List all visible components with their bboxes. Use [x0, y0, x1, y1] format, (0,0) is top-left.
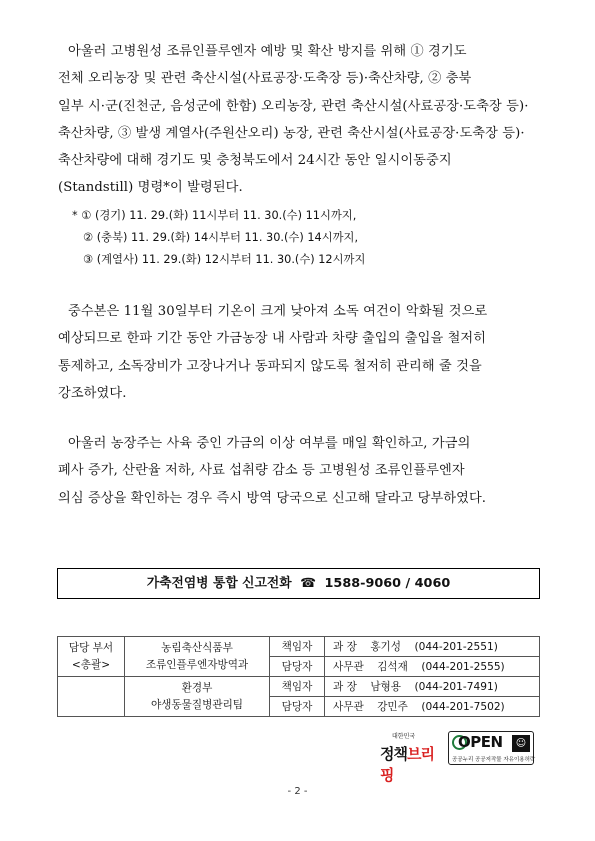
- role-cell: 담당자: [270, 697, 325, 717]
- person-name: 남형용: [370, 681, 402, 693]
- role-cell: 담당자: [270, 657, 325, 677]
- person-phone: (044-201-2555): [421, 661, 505, 673]
- text-line: 전체 오리농장 및 관련 축산시설(사료공장·도축장 등)·축산차량, ② 충북: [58, 71, 472, 87]
- person-phone: (044-201-7491): [414, 681, 498, 693]
- contact-table: [57, 636, 540, 717]
- person-name: 김석재: [377, 661, 408, 673]
- org-name: 환경부: [181, 681, 213, 694]
- person-cell: [325, 697, 540, 717]
- person-cell: [325, 637, 540, 657]
- role-cell: 책임자: [270, 637, 325, 657]
- text-line: 예상되므로 한파 기간 동안 가금농장 내 사람과 차량 출입의 출입을 철저히: [58, 331, 487, 347]
- text-line: 축산차량, ③ 발생 계열사(주원산오리) 농장, 관련 축산시설(사료공장·도축장 등)·: [58, 125, 525, 141]
- person-name: 홍기성: [370, 641, 402, 653]
- dept-empty-cell: [58, 677, 125, 717]
- person-cell: [325, 657, 540, 677]
- paragraph-farmer-request: [58, 430, 540, 512]
- attribution-icon: ☺: [512, 735, 530, 752]
- policy-briefing-logo: [378, 731, 446, 784]
- dept-label: 담당 부서: [68, 641, 114, 654]
- text-line: 아울러 농장주는 사육 중인 가금의 이상 여부를 매일 확인하고, 가금의: [68, 436, 471, 451]
- dept-sublabel: <총괄>: [71, 658, 111, 671]
- note-line: ③ (계열사) 11. 29.(화) 12시부터 11. 30.(수) 12시까지: [83, 253, 366, 266]
- text-line: 통제하고, 소독장비가 고장나거나 동파되지 않도록 철저히 관리해 줄 것을: [58, 358, 482, 374]
- person-title: 과 장: [333, 681, 357, 693]
- text-line: (Standstill) 명령*이 발령된다.: [58, 180, 243, 196]
- person-name: 강민주: [377, 701, 408, 713]
- person-cell: [325, 677, 540, 697]
- open-word: OPEN: [458, 733, 503, 751]
- org-division: 조류인플루엔자방역과: [145, 658, 249, 671]
- text-line: 중수본은 11월 30일부터 기온이 크게 낮아져 소독 여건이 악화될 것으로: [68, 304, 488, 319]
- logo-small-text: 대한민국: [392, 733, 416, 740]
- org-cell: [125, 637, 270, 677]
- hotline-box: [57, 568, 540, 599]
- person-phone: (044-201-7502): [421, 701, 505, 713]
- standstill-notes: [72, 205, 365, 271]
- phone-icon: ☎: [300, 576, 317, 591]
- note-line: ② (충북) 11. 29.(화) 14시부터 11. 30.(수) 14시까지,: [83, 231, 359, 244]
- note-line: * ① (경기) 11. 29.(화) 11시부터 11. 30.(수) 11시까지,: [72, 209, 357, 222]
- org-division: 야생동물질병관리팀: [150, 698, 244, 711]
- text-line: 축산차량에 대해 경기도 및 충청북도에서 24시간 동안 일시이동중지: [58, 153, 452, 169]
- org-cell: [125, 677, 270, 717]
- text-line: 폐사 증가, 산란율 저하, 사료 섭취량 감소 등 고병원성 조류인플루엔자: [58, 463, 465, 479]
- person-title: 사무관: [333, 701, 364, 713]
- open-tagline: 공공누리 공공저작물 자유이용허락: [452, 757, 536, 763]
- text-line: 의심 증상을 확인하는 경우 즉시 방역 당국으로 신고해 달라고 당부하였다.: [58, 490, 487, 506]
- role-cell: 책임자: [270, 677, 325, 697]
- org-name: 농림축산식품부: [161, 641, 233, 654]
- logo-main-text: 정책브리핑: [380, 745, 434, 784]
- kogl-open-logo: [448, 731, 534, 765]
- paragraph-cold-wave: [58, 298, 540, 407]
- hotline-label: 가축전염병 통합 신고전화: [146, 576, 292, 591]
- paragraph-standstill: [58, 38, 540, 202]
- page-number: - 2 -: [287, 786, 308, 797]
- text-line: 일부 시·군(진천군, 음성군에 한함) 오리농장, 관련 축산시설(사료공장·도축장 등)·: [58, 98, 529, 114]
- dept-header-cell: [58, 637, 125, 677]
- person-title: 과 장: [333, 641, 357, 653]
- person-phone: (044-201-2551): [414, 641, 498, 653]
- hotline-numbers: 1588-9060 / 4060: [324, 576, 451, 591]
- person-title: 사무관: [333, 661, 364, 673]
- text-line: 아울러 고병원성 조류인플루엔자 예방 및 확산 방지를 위해 ① 경기도: [68, 44, 467, 59]
- text-line: 강조하였다.: [58, 385, 127, 401]
